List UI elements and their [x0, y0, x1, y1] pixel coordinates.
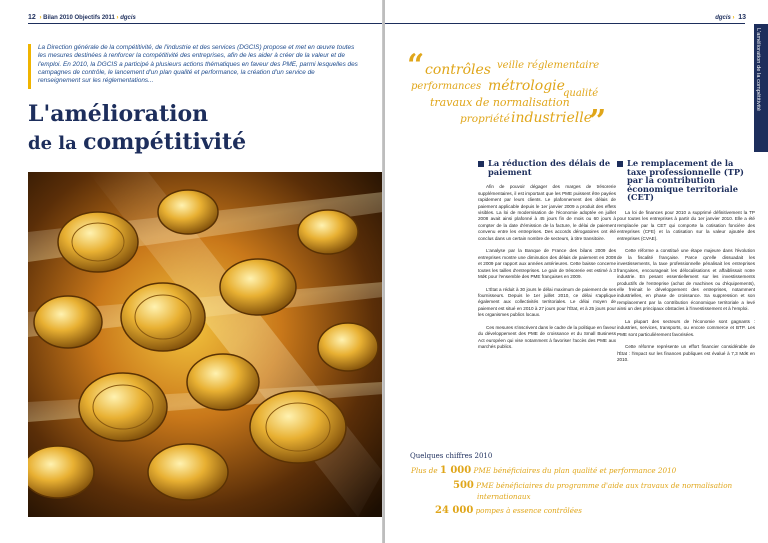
keyword-controles: contrôles [425, 62, 491, 78]
keyword-industrielle: industrielle [511, 110, 592, 126]
title-line-2: de la compétitivité [28, 129, 247, 155]
paragraph: Ces mesures s'inscrivent dans le cadre de la politique en faveur du développement des PME de croissance et du Small Business Act européen qui vise notamment à favoriser l'accès des PME aux marchés publics. [478, 324, 616, 350]
paragraph: L'État a réduit à 30 jours le délai maximum de paiement de ses fournisseurs. Depuis le 1er juillet 2010, ce délai s'applique également aux collectivités territoriales. Le délai moyen de paiement est situé en 2010 à 27 jours pour l'État, et à 25 jours pour les organismes publics locaux. [478, 286, 616, 318]
intro-paragraph: La Direction générale de la compétitivité, de l'industrie et des services (DGCIS) propose et met en œuvre toutes les mesures destinées à renforcer la compétitivité des entreprises, afin de les aider à créer de la valeur et de l'emploi. En 2010, la DGCIS a participé à plusieurs actions thématiques en faveur des PME, parmi lesquelles des campagnes de contrôle, le lancement d'un plan qualité et performance, la création d'un service de renseignement sur les réglementations... [38, 44, 358, 85]
left-page-header: 12 › Bilan 2010 Objectifs 2011 › dgcis [28, 14, 136, 21]
right-page-number: 13 [738, 14, 746, 21]
column-delais [478, 159, 616, 357]
keyword-normalisation: travaux de normalisation [430, 96, 570, 109]
paragraph: Cette réforme représente un effort financier considérable de l'État : l'impact sur les finances publiques est évalué à 7,3 Md€ en 2010. [617, 344, 755, 363]
title-line-1: L'amélioration [28, 101, 209, 127]
keyword-metrologie: métrologie [488, 78, 565, 94]
left-page-number: 12 [28, 14, 36, 21]
side-tab-label: L'amélioration de la compétitivité [755, 28, 761, 112]
chiffres-title: Quelques chiffres 2010 [410, 452, 493, 460]
figure-line-2: 500 PME bénéficiaires du programme d'aide aux travaux de normalisation [453, 480, 733, 491]
paragraph: Afin de pouvoir dégager des marges de trésorerie supplémentaires, il est important que les PME puissent être payées rapidement par leurs clients. Le plafonnement des délais de paiement applicable depuis le 1er janvier 2009 a produit des effets visibles. La loi de modernisation de l'économie adoptée en juillet 2008 avait ainsi plafonné à 45 jours fin de mois ou 60 jours à compter de la date d'émission de la facture, le délai de paiement convenu entre les entreprises. Des accords dérogatoires ont été conclus dans un certain nombre de secteurs, à titre transitoire. [478, 184, 616, 241]
paragraph: L'analyse par la Banque de France des bilans 2009 des entreprises montre une diminution des délais de paiement en 2008 et 2009 par rapport aux années antérieures. Cette baisse concerne toutes les tailles d'entreprises. Le gain de trésorerie est estimé à 3 Md€ pour l'ensemble des PME françaises en 2009. [478, 248, 616, 280]
right-page-header: dgcis › 13 [715, 14, 746, 21]
coins-image [28, 172, 383, 517]
open-quote-icon: “ [407, 48, 425, 83]
keyword-performances: performances [411, 81, 482, 92]
section-title-taxe: Le remplacement de la taxe professionnelle (TP) par la contribution économique territoriale (CET) [617, 159, 755, 202]
page-title [28, 100, 246, 158]
dgcis-logo: dgcis [120, 15, 136, 21]
keyword-qualite: qualité [563, 88, 599, 99]
column-taxe [617, 159, 755, 369]
header-rule [28, 23, 383, 24]
close-quote-icon: ” [589, 104, 607, 139]
keyword-veille: veille réglementaire [497, 60, 600, 71]
paragraph: Cette réforme a constitué une étape majeure dans l'évolution de la fiscalité française. Parce qu'elle dissuadait les investissements, la taxe professionnelle pénalisait les entreprises françaises, encourageait les délocalisations et affaiblissait notre industrie. En pesant essentiellement sur les investissements productifs de l'entreprise (achat de machines ou d'équipements), elle freinait le développement des entreprises, notamment industrielles, en phase de croissance. Sa suppression et son remplacement par la contribution économique territoriale a levé ainsi un des principaux obstacles à l'investissement et à l'emploi. [617, 248, 755, 312]
figure-line-3: 24 000 pompes à essence contrôlées [435, 505, 582, 516]
coins-photo [28, 172, 383, 517]
header-rule-right [385, 23, 745, 24]
intro-accent-bar [28, 44, 31, 89]
left-page [0, 0, 383, 543]
figure-line-2b: internationaux [477, 492, 531, 501]
dgcis-logo-right: dgcis [715, 15, 731, 21]
keyword-propriete: propriété [460, 113, 510, 125]
header-text: Bilan 2010 Objectifs 2011 [43, 15, 115, 21]
paragraph: La plupart des secteurs de l'économie sont gagnants : industries, services, transports, ou encore commerce et BTP. Les PME sont particulièrement favorisées. [617, 318, 755, 337]
section-title-delais: La réduction des délais de paiement [478, 159, 616, 176]
paragraph: La loi de finances pour 2010 a supprimé définitivement la TP pour toutes les entreprises à partir du 1er janvier 2010. Elle a été remplacée par la CET qui comporte la cotisation foncière des entreprises (CFE) et la cotisation sur la valeur ajoutée des entreprises (CVAE). [617, 209, 755, 241]
figure-line-1: Plus de 1 000 PME bénéficiaires du plan qualité et performance 2010 [411, 465, 677, 476]
right-page [385, 0, 768, 543]
side-tab [754, 24, 768, 152]
